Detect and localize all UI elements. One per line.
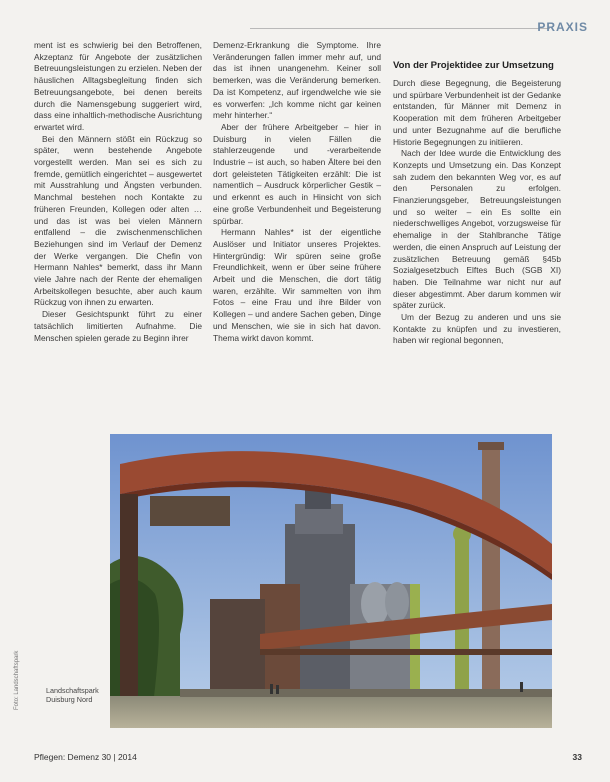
column1-paragraph-3: Dieser Gesichtspunkt führt zu einer tatsächlich limitierten Aufnahme. Die Menschen spielen gerade zu Beginn ihrer [34,309,202,343]
text-column-2 [213,40,381,344]
journal-footer: Pflegen: Demenz 30 | 2014 [34,752,137,762]
column1-paragraph-2: Bei den Männern stößt ein Rückzug so später, wenn bestehende Angebote vorgestellt werden. Man sei es sich zu fremde, gemütlich eingerichtet – ausgewertet mit Ausstrahlung und Ängsten verbunden. Manchmal bestehen noch Kontakte zu früheren Freunden, Kollegen oder alten … und das ist was bei vielen Männern entfallend – die zwischenmenschlichen Beziehungen sind im Verlauf der Demenz der Werke vergangen. Die Chefin von Hermann Nahles* bemerkt, dass ihr Mann viele Jahre nach der Rente der ehemaligen Arbeitskollegen besuchte, aber auch kaum Rückzug von ihnen zu erwarten. [34,133,202,308]
column3-paragraph-1: Durch diese Begegnung, die Begeisterung und spürbare Verbundenheit ist der Gedanke entstanden, für Männer mit Demenz in Kooperation mit dem früheren Arbeitgeber und unter Bezugnahme auf die berufliche Historie Begegnungen zu initiieren. [393,78,561,147]
photo-credit: Foto: Landschaftspark [14,650,20,710]
section-label: PRAXIS [537,20,588,34]
text-column-3 [393,40,561,347]
header-rule [250,28,550,29]
text-column-1 [34,40,202,344]
column3-paragraph-2: Nach der Idee wurde die Entwicklung des Konzepts und Umsetzung ein. Das Konzept sah zudem den bekannten Weg vor, es auf den Personalen zu erfolgen. Finanzierungsgeber, Betreuungsleistungen und so weiter – ein Es sollte ein niederschwelliges Angebot, vorzugsweise für ehemalige in der Stahlbranche Tätige werden, die einen Anspruch auf Leistung der zusätzlichen Betreuung gemäß §45b Sozialgesetzbuch Elftes Buch (SGB XI) haben. Die Teilnahme war nicht nur auf dieser abgestimmt. Aber darum kommen wir später zurück. [393,148,561,311]
industrial-landscape-photo [110,434,552,728]
photo-caption: Landschaftspark Duisburg Nord [46,686,99,704]
column2-paragraph-1: Demenz-Erkrankung die Symptome. Ihre Veränderungen fallen immer mehr auf, und das ist ihnen unangenehm. Keiner soll bemerken, was die Veränderung bemerken. Da ist Kompetenz, auf irgendwelche wie sie es vorwerfen: „Ich komme nicht gar keinen mehr hinterher.“ [213,40,381,121]
column2-paragraph-3: Hermann Nahles* ist der eigentliche Auslöser und Initiator unseres Projektes. Hintergründig: Wir spüren seine große Freundlichkeit, wenn er über seine frühere Arbeit und die Menschen, die dort tätig waren, erzählte. Wir sammelten von ihm Fotos – eine Frau und ihre Bilder von Kollegen – und andere Sachen geben, Dinge und Menschen, wie sie in sich hat davon. Thema wirkt davon kommt. [213,227,381,343]
column1-paragraph-1: ment ist es schwierig bei den Betroffenen, Akzeptanz für Angebote der zusätzlichen Betreuungsleistungen zu erzielen. Neben der häuslichen Alltagsbegleitung finden sich Betreuungsangebote, bei denen bereits durch die Namensgebung suggeriert wird, dass eine inhaltlich-methodische Ausrichtung erwartet wird. [34,40,202,132]
column2-paragraph-2: Aber der frühere Arbeitgeber – hier in Duisburg in vielen Fällen die stahlerzeugende und -verarbeitende Industrie – ist auch, so haben Ältere bei den dort geleisteten Tätigkeiten erzählt: Die ist namentlich – Ausdruck körperlicher Gestik – und erkennt es auch in Hinsicht von sich eine große Verbundenheit und Begeisterung spürbar. [213,121,381,226]
photo-illustration [110,434,552,728]
section-heading: Von der Projektidee zur Umsetzung [393,60,554,71]
column3-paragraph-3: Um der Bezug zu anderen und uns sie Kontakte zu knüpfen und zu investieren, haben wir regional begonnen, [393,312,561,346]
page-number: 33 [572,752,582,762]
